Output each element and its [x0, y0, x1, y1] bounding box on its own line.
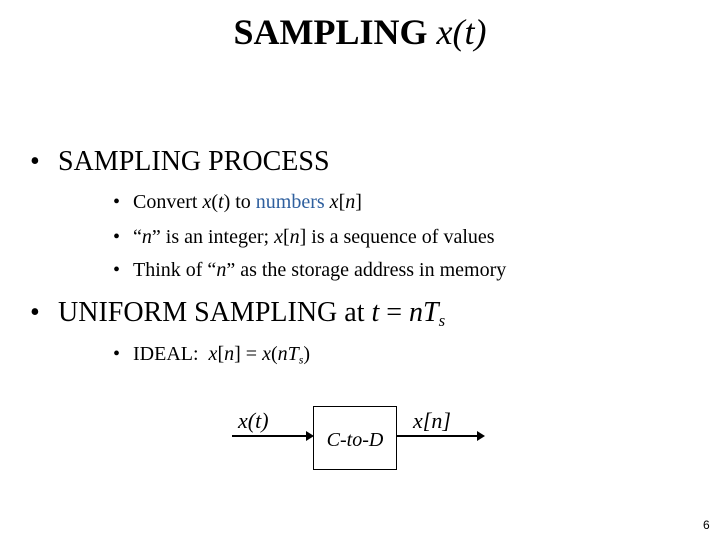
text-span: n: [141, 226, 152, 248]
subbullet-integer: [113, 225, 495, 249]
text-span: ” as the storage address in memory: [226, 259, 507, 281]
text-span: x: [202, 191, 212, 213]
page-number: 6: [703, 518, 710, 532]
output-signal-label: x[n]: [413, 408, 451, 433]
bullet-text: SAMPLING PROCESS: [58, 146, 330, 177]
slide-title: [0, 10, 720, 54]
text-span: nT: [277, 343, 299, 365]
bullet-marker: •: [113, 191, 121, 213]
text-span: [: [282, 226, 290, 248]
input-signal-label: x(t): [238, 408, 269, 433]
bullet-sampling-process: [30, 146, 330, 178]
text-span: [: [217, 343, 225, 365]
highlight-numbers: numbers: [255, 191, 325, 213]
text-span: ]: [355, 191, 362, 213]
bullet-uniform-sampling: [30, 297, 445, 329]
title-main: SAMPLING: [233, 12, 437, 52]
text-span: Think of “: [133, 259, 217, 281]
subbullet-ideal: [113, 342, 310, 366]
text-span: ): [303, 343, 311, 365]
text-span: (: [270, 343, 278, 365]
text-span: [: [338, 191, 346, 213]
text-span: t: [371, 297, 380, 328]
text-span: n: [345, 191, 356, 213]
text-span: UNIFORM SAMPLING at: [58, 297, 372, 328]
text-span: ” is an integer;: [151, 226, 275, 248]
text-span: “: [133, 226, 142, 248]
bullet-marker: •: [30, 146, 40, 177]
c-to-d-block: [313, 406, 397, 470]
text-span: Convert: [133, 191, 203, 213]
text-span: nT: [409, 297, 439, 328]
text-span: IDEAL:: [133, 343, 209, 365]
text-span: x: [208, 343, 218, 365]
text-span: ) to: [223, 191, 256, 213]
text-span: t: [218, 191, 224, 213]
text-span: ] =: [234, 343, 263, 365]
text-span: =: [379, 297, 410, 328]
text-span: n: [224, 343, 235, 365]
text-span: x: [329, 191, 339, 213]
c-to-d-label: C-to-D: [326, 429, 384, 451]
bullet-marker: •: [113, 343, 121, 365]
bullet-marker: •: [30, 297, 40, 328]
subbullet-storage: [113, 258, 506, 282]
text-span: x: [274, 226, 283, 248]
subscript-s: s: [298, 352, 304, 367]
subbullet-convert: [113, 190, 362, 214]
text-span: (: [211, 191, 218, 213]
bullet-marker: •: [113, 226, 121, 248]
subscript-s: s: [438, 311, 446, 331]
bullet-marker: •: [113, 259, 121, 281]
output-arrowhead-icon: [477, 431, 485, 441]
text-span: ] is a sequence of values: [299, 226, 495, 248]
title-variable: x(t): [436, 12, 487, 52]
text-span: n: [216, 259, 227, 281]
text-span: n: [289, 226, 300, 248]
text-span: x: [262, 343, 271, 365]
